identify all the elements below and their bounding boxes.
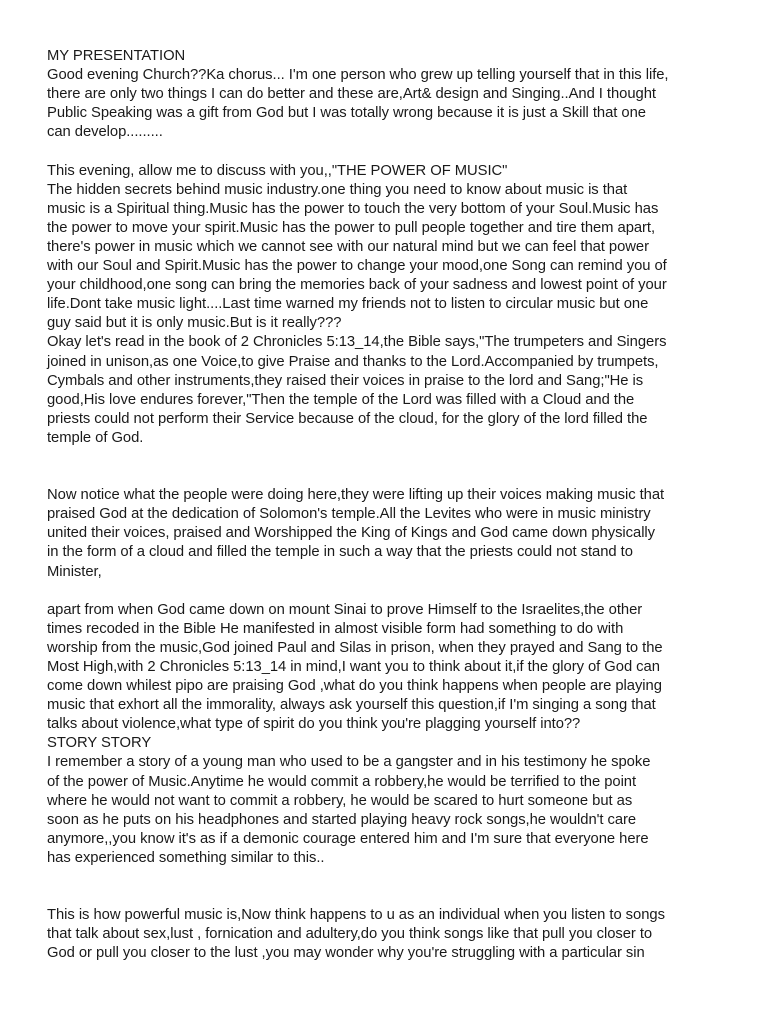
text-line: Minister, (47, 563, 102, 580)
text-line: priests could not perform their Service because of the cloud, for the glory of the lord filled the (47, 410, 648, 427)
text-line: life.Dont take music light....Last time warned my friends not to listen to circular music but one (47, 296, 649, 313)
text-line: has experienced something similar to this.. (47, 849, 325, 866)
paragraph-gap (47, 142, 737, 161)
text-line: anymore,,you know it's as if a demonic courage entered him and I'm sure that everyone here (47, 830, 649, 847)
text-line: united their voices, praised and Worshipped the King of Kings and God came down physically (47, 525, 656, 542)
text-line: Okay let's read in the book of 2 Chronicles 5:13_14,the Bible says,"The trumpeters and Singers (47, 334, 667, 351)
text-line: Now notice what the people were doing here,they were lifting up their voices making music that (47, 487, 665, 504)
story-heading: STORY STORY (47, 735, 152, 752)
text-line: The hidden secrets behind music industry.one thing you need to know about music is that (47, 181, 628, 198)
text-line: there's power in music which we cannot see with our natural mind but we can feel that power (47, 238, 649, 255)
text-line: talks about violence,what type of spirit do you think you're plagging yourself into?? (47, 716, 581, 733)
text-line: Most High,with 2 Chronicles 5:13_14 in mind,I want you to think about it,if the glory of God can (47, 659, 660, 675)
text-line: music that exhort all the immorality, always ask yourself this question,if I'm singing a song that (47, 697, 656, 714)
text-line: God or pull you closer to the lust ,you may wonder why you're struggling with a particular sin (47, 945, 645, 962)
text-line: Cymbals and other instruments,they raised their voices in praise to the lord and Sang;"He is (47, 372, 644, 389)
text-line: in the form of a cloud and filled the temple in such a way that the priests could not stand to (47, 544, 633, 561)
text-line: of the power of Music.Anytime he would commit a robbery,he would be terrified to the point (47, 773, 637, 790)
paragraph-gap (47, 582, 737, 601)
text-line: times recoded in the Bible He manifested in almost visible form had something to do with (47, 620, 624, 637)
text-line: with our Soul and Spirit.Music has the power to change your mood,one Song can remind you of (47, 258, 667, 275)
text-line: that talk about sex,lust , fornication and adultery,do you think songs like that pull you closer to (47, 926, 653, 943)
text-line: joined in unison,as one Voice,to give Praise and thanks to the Lord.Accompanied by trumpets, (47, 353, 659, 370)
text-line: soon as he puts on his headphones and started playing heavy rock songs,he wouldn't care (47, 811, 637, 828)
text-line: I remember a story of a young man who used to be a gangster and in his testimony he spoke (47, 754, 651, 771)
text-line: Public Speaking was a gift from God but I was totally wrong because it is just a Skill that one (47, 105, 646, 122)
text-line: the power to move your spirit.Music has the power to pull people together and tire them apart, (47, 219, 656, 236)
text-line: apart from when God came down on mount Sinai to prove Himself to the Israelites,the other (47, 601, 643, 618)
text-line: come down whilest pipo are praising God ,what do you think happens when people are playing (47, 678, 662, 695)
text-line: Good evening Church??Ka chorus... I'm one person who grew up telling yourself that in this life, (47, 67, 669, 84)
paragraph-power-of-music (47, 162, 737, 448)
text-line: worship from the music,God joined Paul and Silas in prison, when they prayed and Sang to the (47, 639, 663, 656)
text-line: guy said but it is only music.But is it really??? (47, 315, 342, 332)
paragraph-intro (47, 66, 737, 142)
text-line: good,His love endures forever,"Then the temple of the Lord was filled with a Cloud and the (47, 391, 635, 408)
document-body (47, 47, 737, 964)
document-title: MY PRESENTATION (47, 48, 186, 64)
text-line: This evening, allow me to discuss with you,,"THE POWER OF MUSIC" (47, 162, 508, 179)
text-line: there are only two things I can do better and these are,Art& design and Singing..And I thought (47, 86, 656, 103)
text-line: music is a Spiritual thing.Music has the power to touch the very bottom of your Soul.Music has (47, 200, 659, 217)
document-title-block (47, 47, 737, 66)
paragraph-gap (47, 868, 737, 906)
text-line: your childhood,one song can bring the memories back of your sadness and lowest point of your (47, 277, 667, 294)
paragraph-conclusion (47, 906, 737, 963)
text-line: praised God at the dedication of Solomon's temple.All the Levites who were in music ministry (47, 506, 651, 523)
paragraph-gap (47, 448, 737, 486)
text-line: temple of God. (47, 429, 144, 446)
paragraph-notice (47, 486, 737, 581)
paragraph-story (47, 601, 737, 868)
text-line: where he would not want to commit a robbery, he would be scared to hurt someone but as (47, 792, 633, 809)
text-line: This is how powerful music is,Now think happens to u as an individual when you listen to songs (47, 907, 665, 924)
text-line: can develop......... (47, 124, 163, 141)
